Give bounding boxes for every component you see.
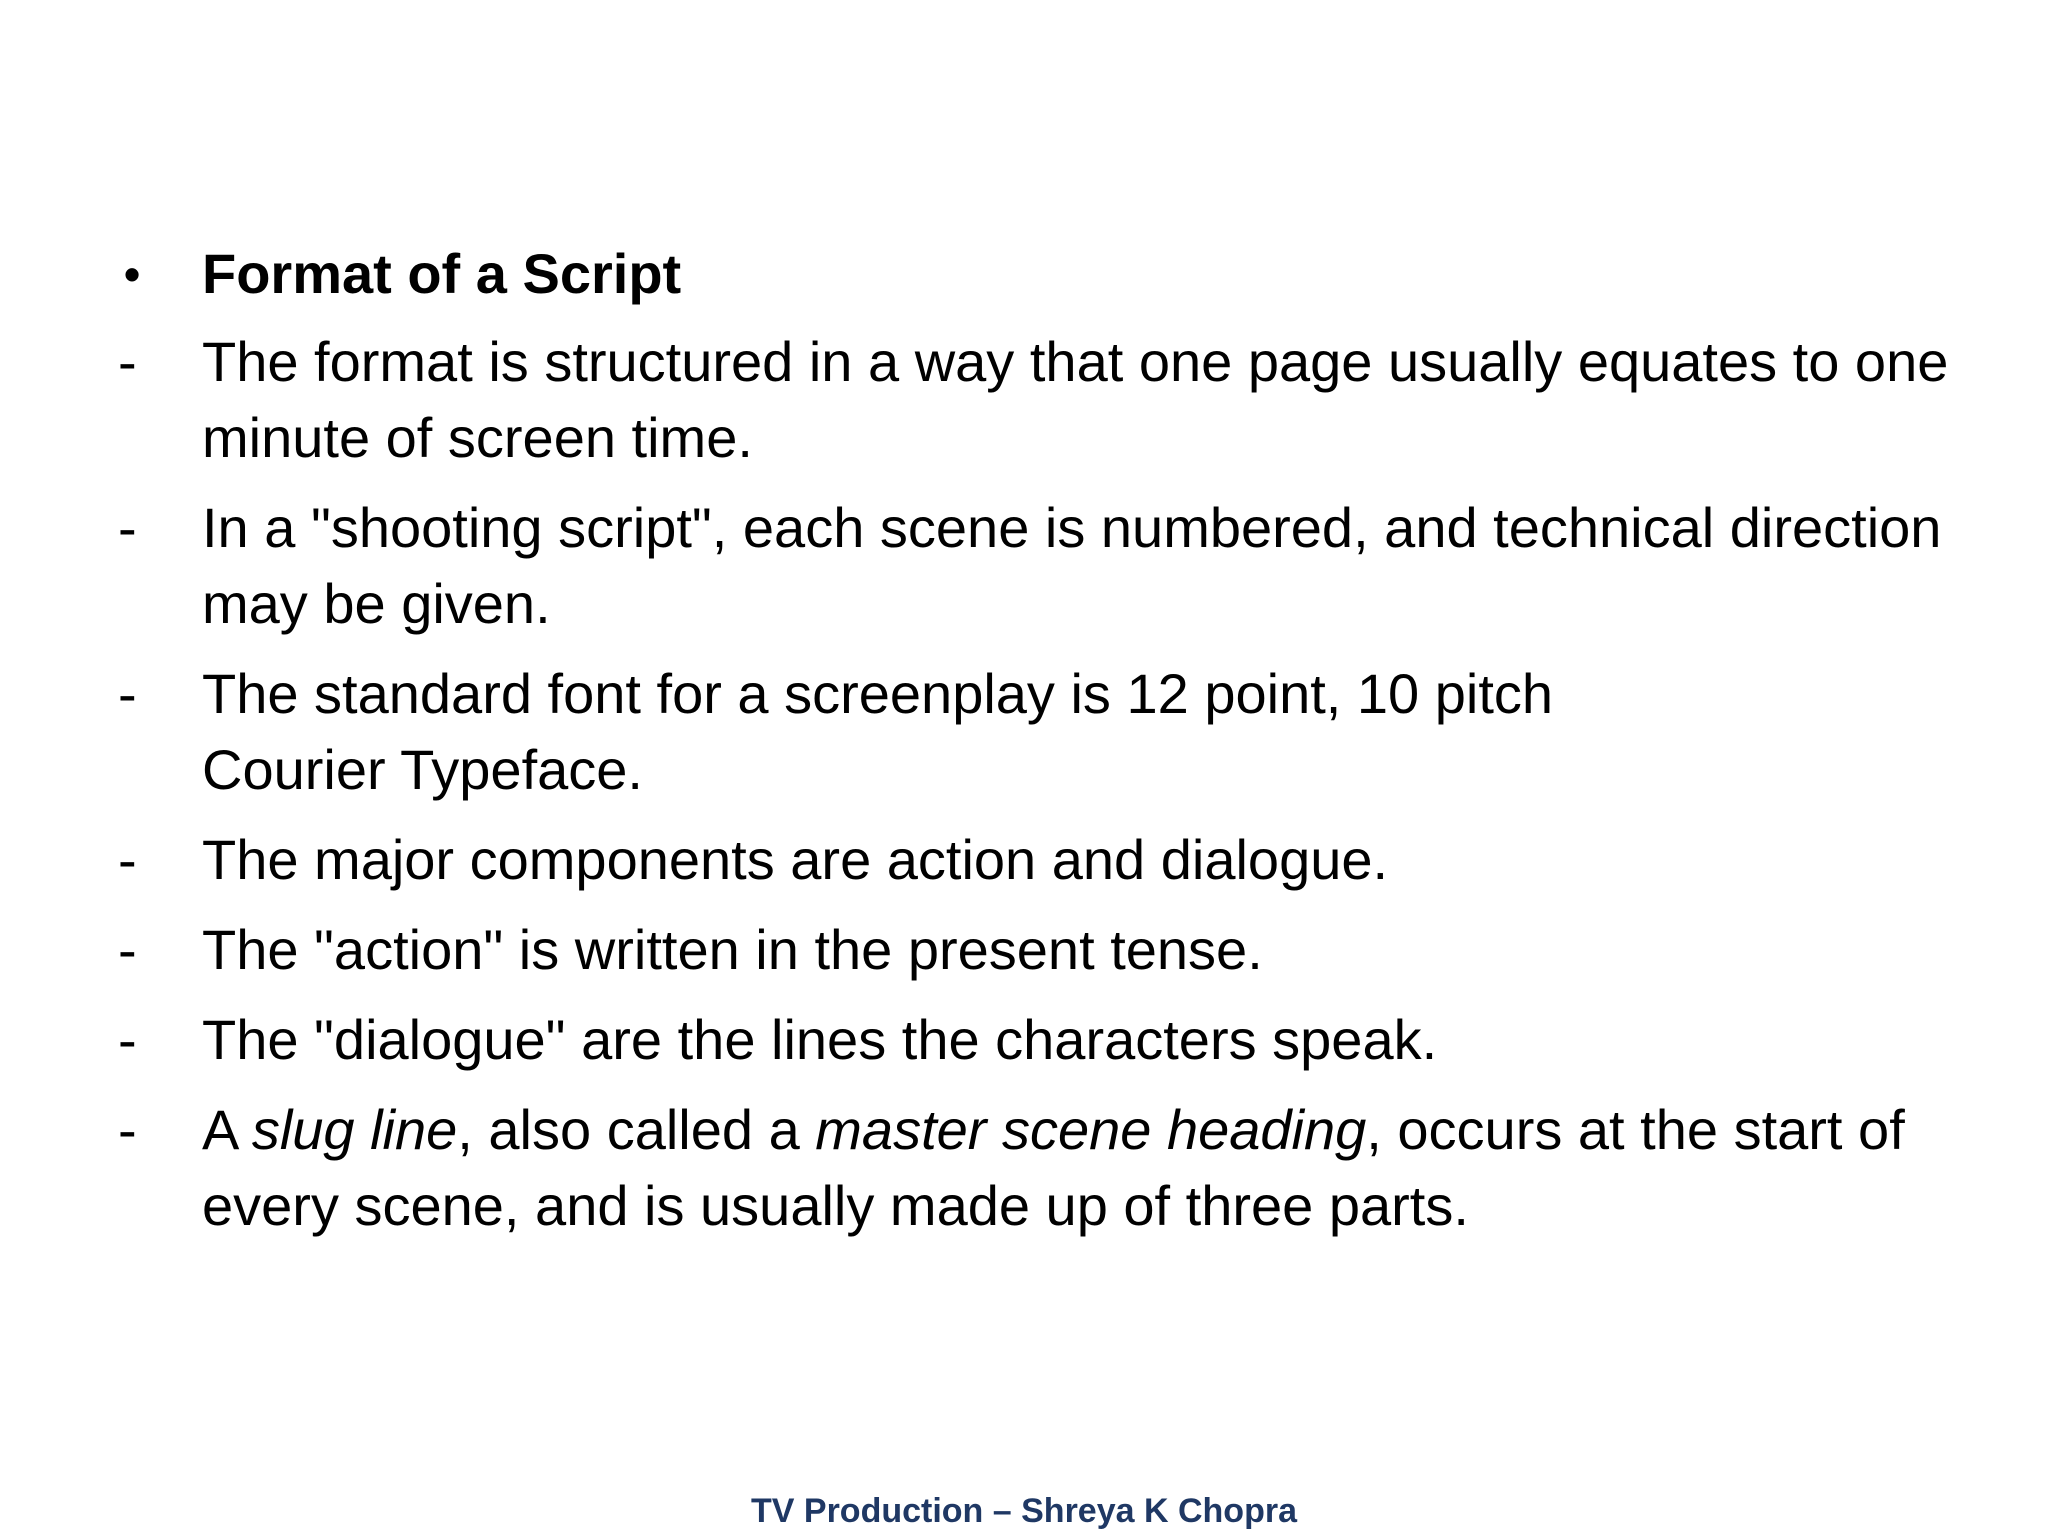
list-item — [118, 656, 1998, 808]
list-item — [118, 490, 1998, 642]
list-item — [118, 912, 1998, 988]
list-item-text-line1: The standard font for a screenplay is 12 point, 10 pitch — [202, 662, 1554, 725]
slug-line-term: slug line — [251, 1098, 458, 1161]
list-item-text: The format is structured in a way that one page usually equates to one minute of screen time. — [202, 330, 1949, 469]
list-item-text-part2: , also called a — [457, 1098, 816, 1161]
heading-item — [118, 236, 1998, 312]
list-item-text-part1: A — [202, 1098, 252, 1161]
list-item-text-line2: Courier Typeface. — [202, 738, 643, 801]
list-item-text-part3: , occurs at the start of every scene, and is usually made up of three parts. — [202, 1098, 1905, 1237]
slide-footer: TV Production – Shreya K Chopra — [751, 1492, 1297, 1530]
list-item-text: In a "shooting script", each scene is numbered, and technical direction may be given. — [202, 496, 1942, 635]
dash-marker: - — [118, 662, 137, 725]
list-item-text: The "dialogue" are the lines the characters speak. — [202, 1008, 1438, 1071]
list-item — [118, 822, 1998, 898]
bullet-icon: • — [124, 248, 141, 300]
dash-marker: - — [118, 496, 137, 559]
list-item-text: The major components are action and dialogue. — [202, 828, 1389, 891]
dash-marker: - — [118, 330, 137, 393]
list-item — [118, 1002, 1998, 1078]
slide-content — [118, 236, 1998, 1258]
master-scene-heading-term: master scene heading — [815, 1098, 1367, 1161]
dash-marker: - — [118, 1008, 137, 1071]
heading-text: Format of a Script — [202, 242, 682, 305]
dash-marker: - — [118, 1098, 137, 1161]
list-item — [118, 324, 1998, 476]
list-item — [118, 1092, 1998, 1244]
dash-marker: - — [118, 828, 137, 891]
dash-marker: - — [118, 918, 137, 981]
list-item-text: The "action" is written in the present tense. — [202, 918, 1263, 981]
